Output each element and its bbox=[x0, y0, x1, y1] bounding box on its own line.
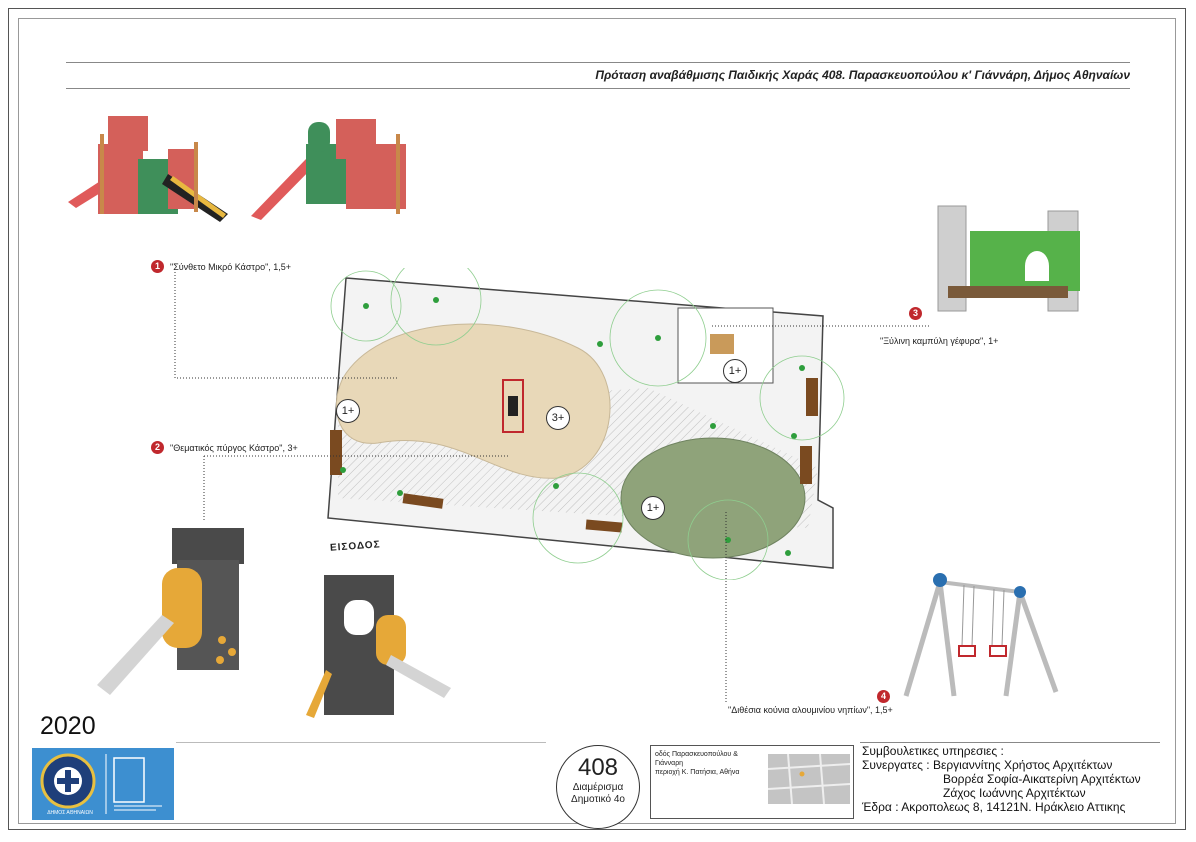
playground-code: 408 bbox=[577, 754, 619, 781]
office-address: Έδρα : Ακροπολεως 8, 14121Ν. Ηράκλειο Αττικης bbox=[862, 800, 1126, 814]
entrance-label: ΕΙΣΟΔΟΣ bbox=[329, 539, 381, 554]
callout-badge: 2 bbox=[151, 441, 164, 454]
playground-code-circle bbox=[556, 745, 640, 829]
callout-label: "Θεματικός πύργος Κάστρο", 3+ bbox=[170, 443, 298, 453]
page-title: Πρόταση αναβάθμισης Παιδικής Χαράς 408. Παρασκευοπούλου κ' Γιάννάρη, Δήμος Αθηναίων bbox=[595, 68, 1130, 82]
age-marker: 1+ bbox=[336, 399, 360, 423]
footer-line bbox=[176, 742, 546, 743]
age-marker: 3+ bbox=[546, 406, 570, 430]
callout-label: "Ξύλινη καμπύλη γέφυρα", 1+ bbox=[880, 336, 999, 346]
footer-line-right bbox=[860, 742, 1160, 743]
callout-badge: 1 bbox=[151, 260, 164, 273]
consultants-title: Συμβουλετικες υπηρεσιες : bbox=[862, 744, 1004, 758]
address-box bbox=[650, 745, 854, 819]
partner-name: Ζάχος Ιωάννης Αρχιτέκτων bbox=[943, 786, 1086, 800]
callout-label: "Διθέσια κούνια αλουμινίου νηπίων", 1,5+ bbox=[728, 705, 893, 715]
age-marker: 1+ bbox=[723, 359, 747, 383]
partners-label: Συνεργατες : bbox=[862, 758, 930, 772]
partner-name: Βορρέα Σοφία-Αικατερίνη Αρχιτέκτων bbox=[943, 772, 1141, 786]
logo-caption: ΔΗΜΟΣ ΑΘΗΝΑΙΩΝ bbox=[47, 810, 93, 816]
district-label: Διαμέρισμα bbox=[572, 782, 624, 793]
callout-badge: 3 bbox=[909, 307, 922, 320]
partners-row bbox=[862, 758, 1141, 772]
address-line: περιοχή Κ. Πατήσια, Αθήνα bbox=[655, 769, 740, 776]
age-marker: 1+ bbox=[641, 496, 665, 520]
consultants-block bbox=[862, 744, 1141, 814]
address-line: Γιάνναρη bbox=[655, 760, 684, 767]
address-text bbox=[655, 750, 765, 777]
district-value: Δημοτικό 4ο bbox=[571, 794, 625, 805]
municipality-logo bbox=[32, 748, 174, 820]
address-line: οδός Παρασκευοπούλου & bbox=[655, 751, 738, 758]
year-label: 2020 bbox=[40, 712, 96, 740]
location-map-thumbnail bbox=[768, 754, 850, 804]
partner-name: Βεργιαννίτης Χρήστος Αρχιτέκτων bbox=[932, 758, 1113, 772]
callout-label: "Σύνθετο Μικρό Κάστρο", 1,5+ bbox=[170, 262, 292, 272]
callout-badge: 4 bbox=[877, 690, 890, 703]
